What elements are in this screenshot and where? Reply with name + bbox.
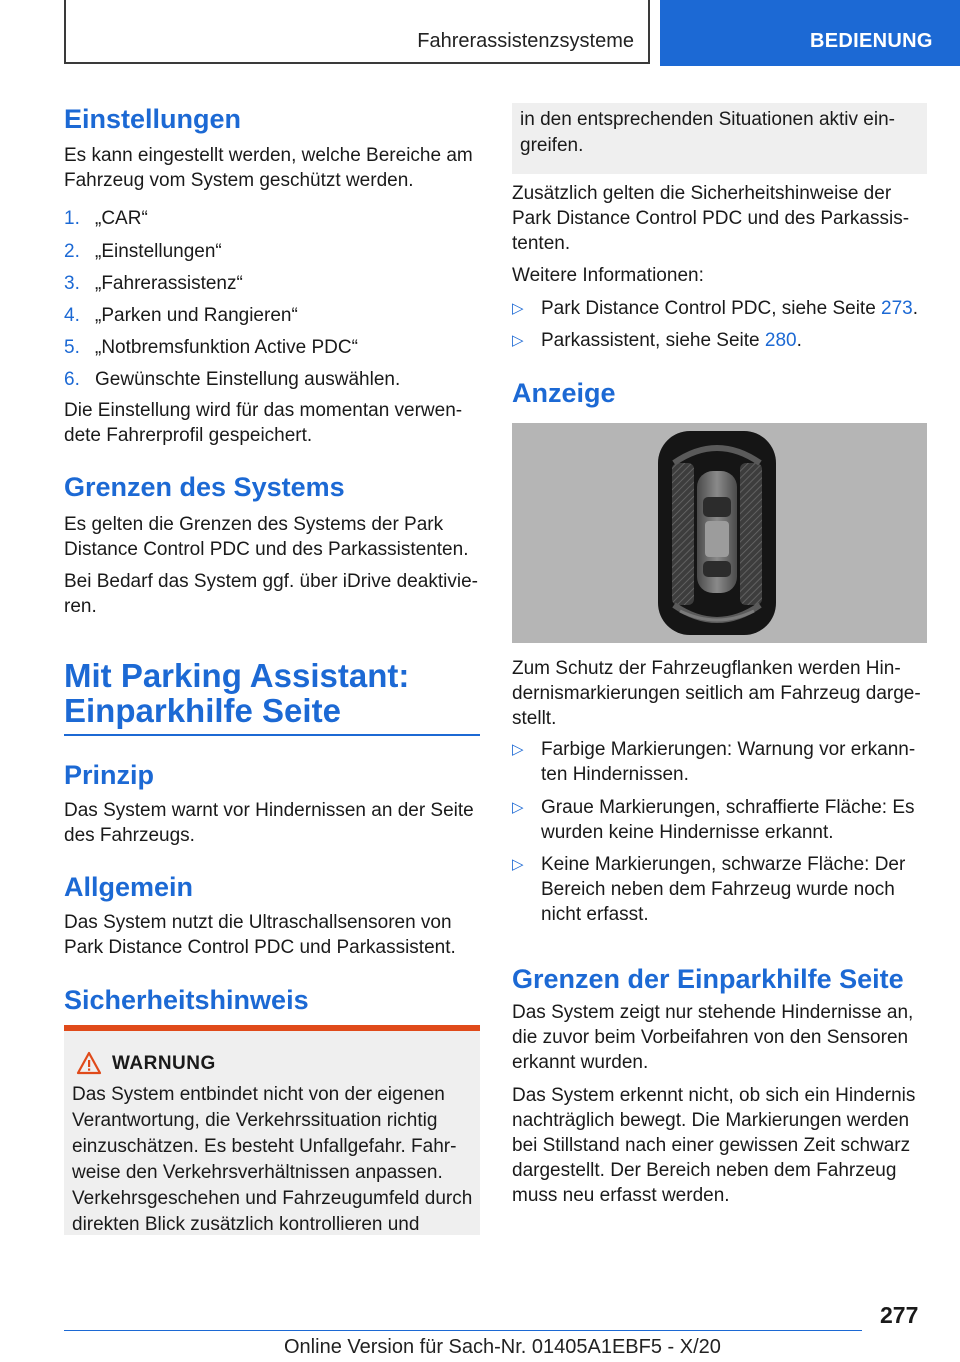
grenzen-seite-p1: Das System zeigt nur stehende Hindernisse an, die zuvor beim Vorbeifahren von den Sensoren erkannt wurden. xyxy=(512,1002,914,1073)
list-text: Gewünschte Einstellung auswählen. xyxy=(95,369,401,390)
side-parking-illustration xyxy=(512,423,927,643)
warning-continuation-box xyxy=(512,103,927,174)
warning-triangle-icon xyxy=(76,1051,102,1075)
list-number: 6. xyxy=(64,369,80,390)
list-number: 1. xyxy=(64,208,80,229)
warning-title: WARNUNG xyxy=(112,1053,216,1074)
heading-grenzen: Grenzen des Systems xyxy=(64,472,345,502)
chapter-divider xyxy=(64,734,480,736)
ref-end: . xyxy=(796,330,802,351)
anzeige-text: Zum Schutz der Fahrzeugflanken werden Hindernismarkierungen seitlich am Fahrzeug dargestellt. xyxy=(512,658,921,729)
footer-online-version: Online Version für Sach-Nr. 01405A1EBF5 - X/20 xyxy=(284,1336,721,1358)
warning-box xyxy=(64,1025,480,1235)
triangle-bullet-icon: ▷ xyxy=(512,799,524,816)
triangle-bullet-icon: ▷ xyxy=(512,856,524,873)
list-text: „Fahrerassistenz“ xyxy=(95,273,243,294)
page-link-280[interactable]: 280 xyxy=(764,330,797,351)
heading-sicherheitshinweis: Sicherheitshinweis xyxy=(64,985,309,1015)
safety-paragraph: Zusätzlich gelten die Sicherheitshinweise der Park Distance Control PDC und des Parkassistenten. xyxy=(512,183,910,254)
chapter-tab-label: BEDIENUNG xyxy=(810,30,933,52)
allgemein-text: Das System nutzt die Ultraschallsensoren von Park Distance Control PDC und Parkassistent. xyxy=(64,912,456,958)
grenzen-p1: Es gelten die Grenzen des Systems der Park Distance Control PDC und des Parkassistenten. xyxy=(64,514,469,560)
einstellungen-outro: Die Einstellung wird für das momentan verwendete Fahrerprofil gespeichert. xyxy=(64,400,463,446)
grenzen-p2: Bei Bedarf das System ggf. über iDrive deaktivieren. xyxy=(64,571,478,617)
grenzen-seite-p2: Das System erkennt nicht, ob sich ein Hindernis nachträglich bewegt. Die Markierungen werden bei Stillstand nach einer gewissen Zeit schwarz dargestellt. Der Bereich neben dem Fahrzeug muss neu erfasst werden. xyxy=(512,1085,916,1206)
list-text: „Einstellungen“ xyxy=(95,241,222,262)
list-text: „CAR“ xyxy=(95,208,148,229)
chapter-title-line1: Mit Parking Assistant: xyxy=(64,657,410,694)
triangle-bullet-icon: ▷ xyxy=(512,332,524,349)
more-info-label: Weitere Informationen: xyxy=(512,265,704,286)
triangle-bullet-icon: ▷ xyxy=(512,300,524,317)
list-number: 5. xyxy=(64,337,80,358)
ref-text: Park Distance Control PDC, siehe Seite xyxy=(541,298,882,319)
parking-display-image xyxy=(512,423,927,643)
list-text: „Parken und Rangieren“ xyxy=(95,305,298,326)
page-link-273[interactable]: 273 xyxy=(881,298,913,319)
warning-continuation-text: in den entsprechenden Situationen aktiv eingreifen. xyxy=(520,109,895,156)
list-number: 3. xyxy=(64,273,80,294)
list-number: 4. xyxy=(64,305,80,326)
list-item xyxy=(512,852,927,930)
einstellungen-intro: Es kann eingestellt werden, welche Bereiche am Fahrzeug vom System geschützt werden. xyxy=(64,145,473,191)
warning-bar xyxy=(64,1025,480,1031)
ref-end: . xyxy=(912,298,919,319)
list-item xyxy=(512,296,927,322)
marker-text: Graue Markierungen, schraffierte Fläche: Es wurden keine Hindernisse erkannt. xyxy=(541,797,915,843)
chapter-title-line2: Einparkhilfe Seite xyxy=(64,692,341,729)
triangle-bullet-icon: ▷ xyxy=(512,741,524,758)
list-item xyxy=(512,795,927,847)
heading-anzeige: Anzeige xyxy=(512,378,616,408)
chapter-tab[interactable] xyxy=(660,0,960,66)
section-title: Fahrerassistenzsysteme xyxy=(417,30,634,52)
footer-divider xyxy=(64,1330,862,1331)
prinzip-text: Das System warnt vor Hindernissen an der Seite des Fahrzeugs. xyxy=(64,800,474,846)
heading-einstellungen: Einstellungen xyxy=(64,104,242,134)
list-number: 2. xyxy=(64,241,80,262)
heading-allgemein: Allgemein xyxy=(64,872,194,902)
list-item xyxy=(512,328,927,354)
list-item xyxy=(512,737,927,789)
page-number: 277 xyxy=(880,1302,919,1328)
heading-grenzen-einparkhilfe: Grenzen der Einparkhilfe Seite xyxy=(512,964,904,994)
ref-text: Parkassistent, siehe Seite xyxy=(541,330,765,351)
marker-text: Keine Markierungen, schwarze Fläche: Der Bereich neben dem Fahrzeug wurde noch nicht erfasst. xyxy=(541,854,906,925)
header-section-box xyxy=(64,0,650,64)
warning-text: Das System entbindet nicht von der eigenen Verantwortung, die Verkehrssituation richtig einzuschätzen. Es besteht Unfallgefahr. Fahrweise den Verkehrsverhältnissen anpassen. Verkehrsgeschehen und Fahrzeugumfeld durch direkten Blick zusätzlich kontrollieren und xyxy=(72,1084,473,1235)
list-text: „Notbremsfunktion Active PDC“ xyxy=(95,337,358,358)
marker-text: Farbige Markierungen: Warnung vor erkannten Hindernissen. xyxy=(541,739,916,785)
heading-prinzip: Prinzip xyxy=(64,760,155,790)
